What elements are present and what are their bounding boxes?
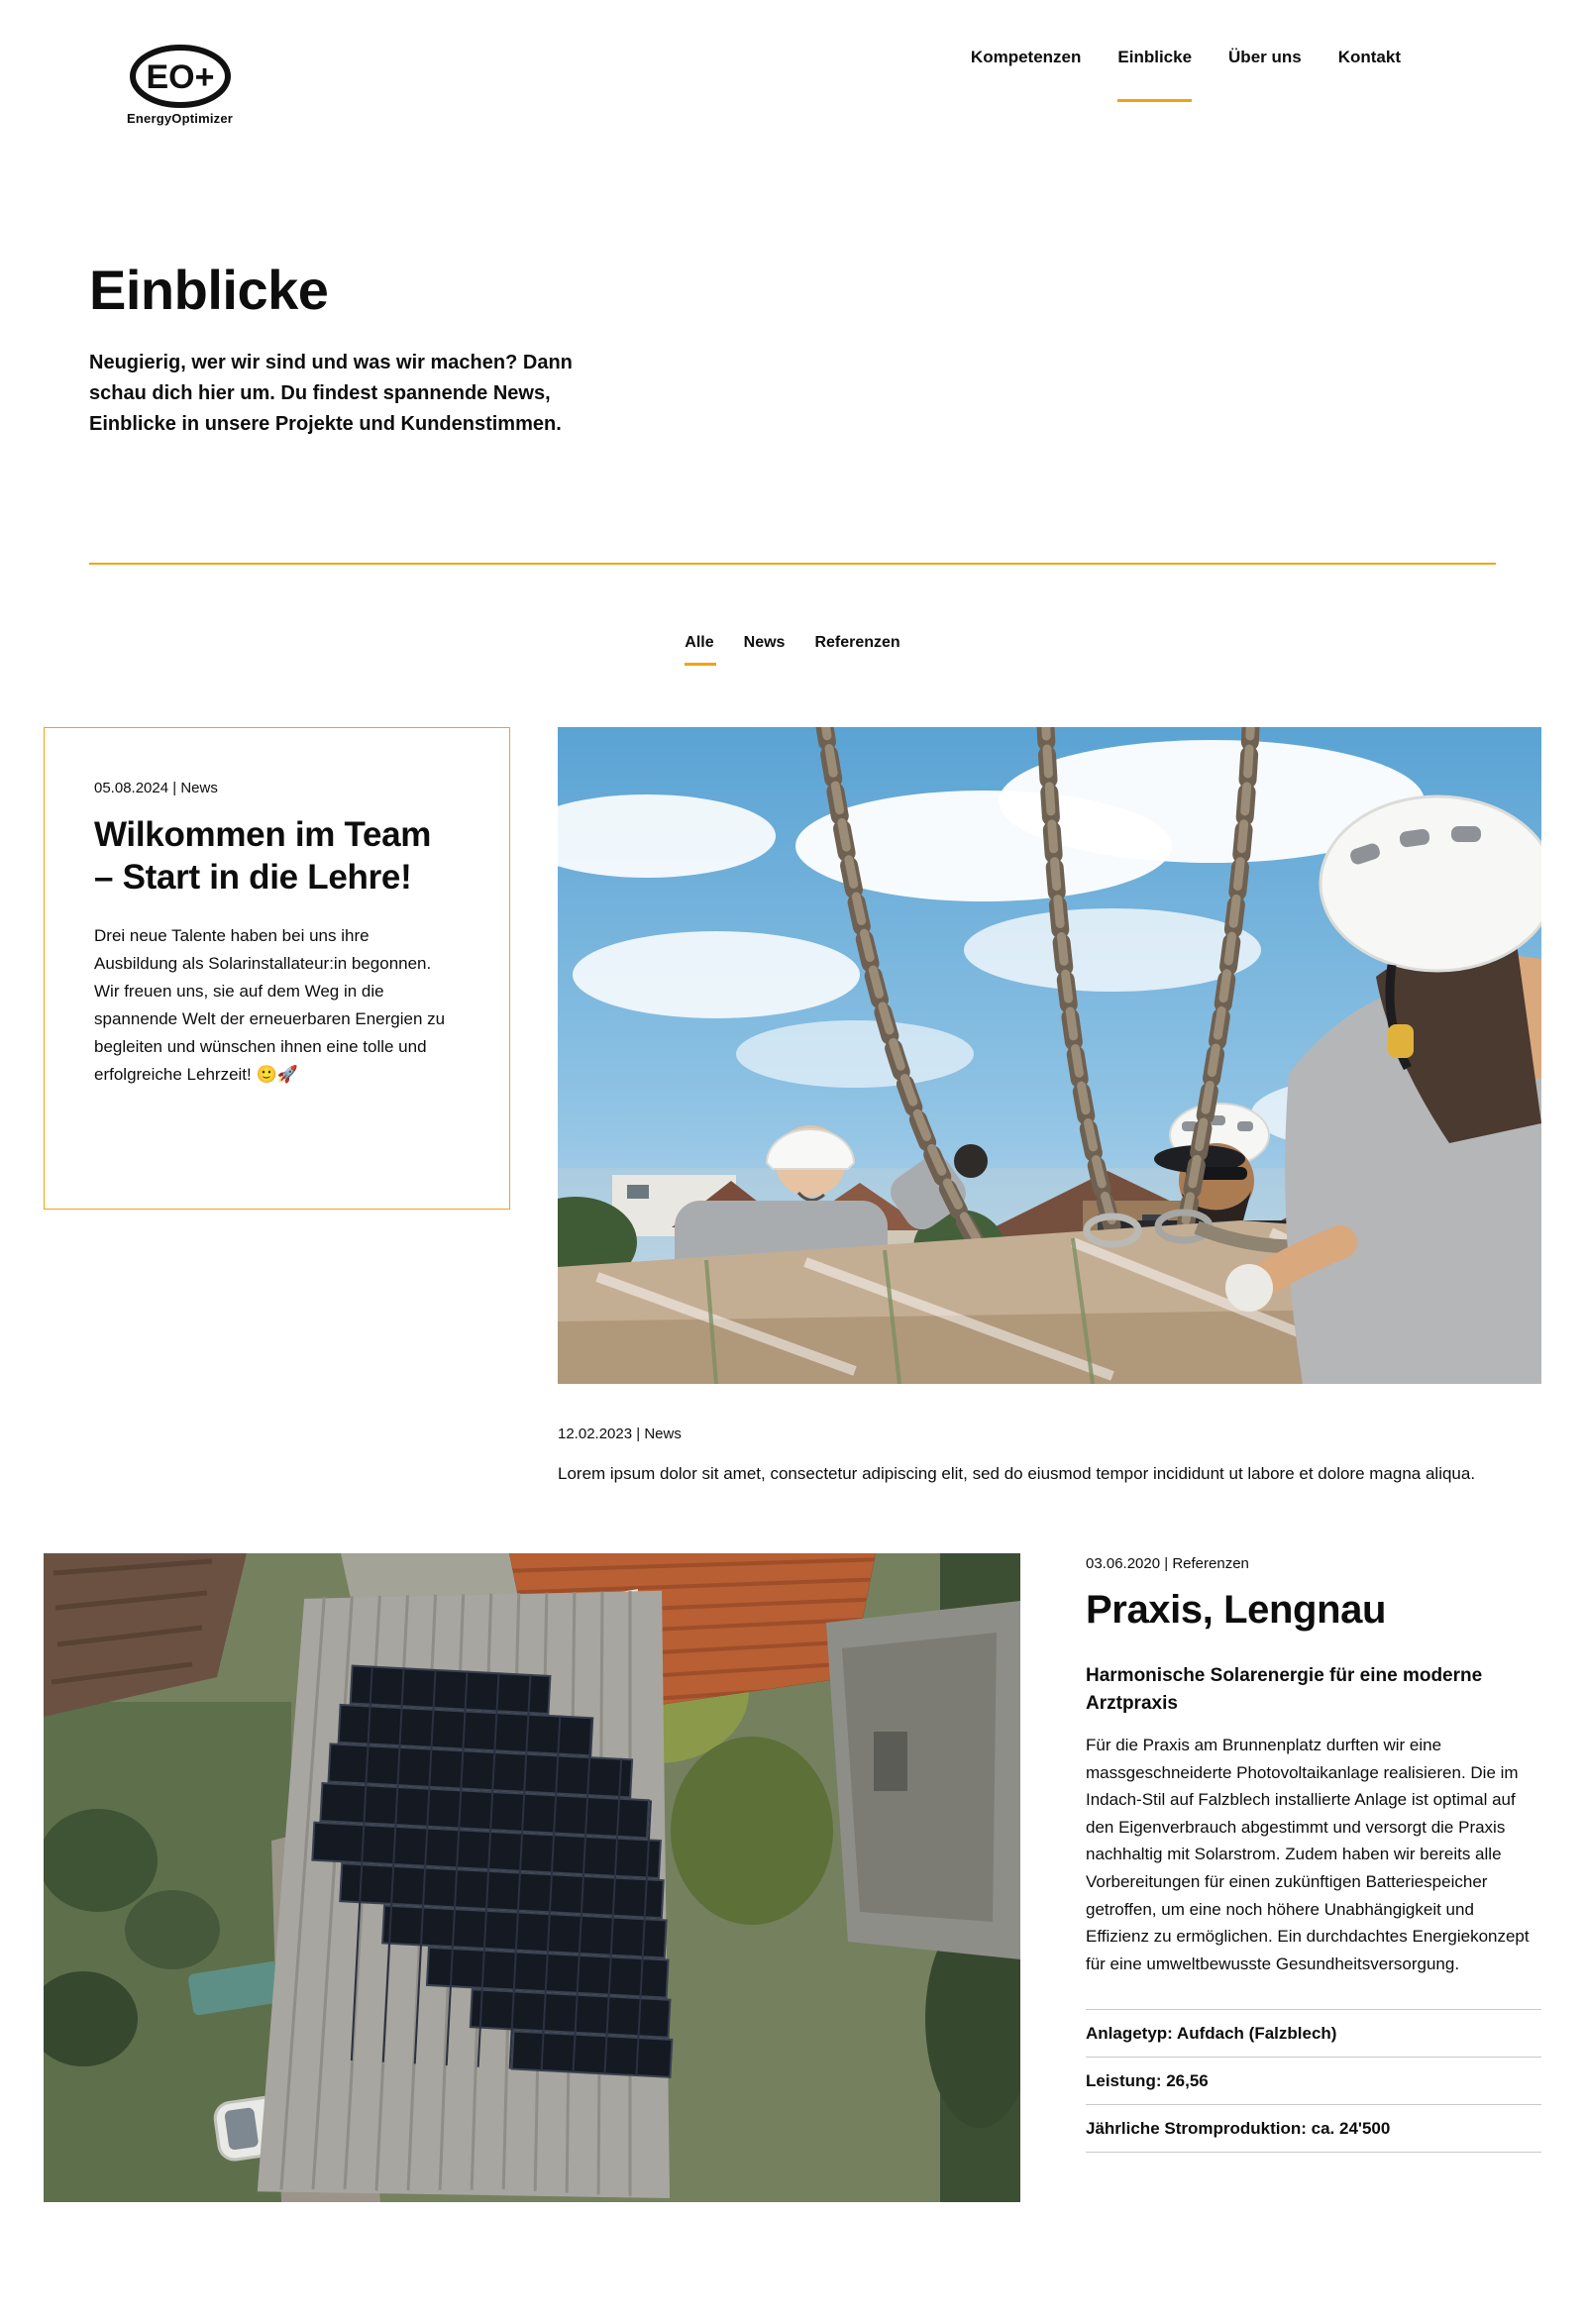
page-intro: Neugierig, wer wir sind und was wir machen? Dann schau dich hier um. Du findest spannende News, Einblicke in unsere Projekte und Kundenstimmen. [89, 352, 573, 435]
meta-separator: | [172, 780, 177, 796]
reference-date: 03.06.2020 [1086, 1555, 1161, 1573]
news-card-body: Drei neue Talente haben bei uns ihre Ausbildung als Solarinstallateur:in begonnen. Wir freuen uns, sie auf dem Weg in die spannende Welt der erneuerbaren Energien zu begleiten und wünschen ihnen eine tolle und erfolgreiche Lehrzeit! 🙂🚀 [94, 926, 446, 1084]
nav-item-ueber-uns[interactable]: Über uns [1228, 48, 1302, 66]
news-card[interactable] [44, 727, 510, 1210]
news-item-2-category: News [644, 1426, 682, 1442]
nav-item-kontakt[interactable]: Kontakt [1337, 48, 1401, 66]
logo-icon [129, 44, 232, 109]
news-card-date: 05.08.2024 [94, 780, 169, 796]
news-photo-illustration [558, 727, 1541, 1384]
spec-stromproduktion: Jährliche Stromproduktion: ca. 24'500 [1086, 2104, 1541, 2153]
page-title: Einblicke [89, 259, 329, 321]
news-item-2 [558, 1426, 1541, 1488]
reference-body: Für die Praxis am Brunnenplatz durften wir eine massgeschneiderte Photovoltaikanlage realisieren. Die im Indach-Stil auf Falzblech installierte Anlage ist optimal auf den Eigenverbrauch abgestimmt und versorgt die Praxis nachhaltig mit Solarstrom. Zudem haben wir bereits alle Vorbereitungen für einen zukünftigen Batteriespeicher getroffen, um eine noch höhere Unabhängigkeit und Effizienz zu ermöglichen. Ein durchdachtes Energiekonzept für eine umweltbewusste Gesundheitsversorgung. [1086, 1736, 1530, 1973]
news-card-meta [94, 780, 456, 796]
meta-separator: | [1164, 1555, 1169, 1573]
reference-article [1086, 1553, 1541, 2153]
news-card-title: Wilkommen im Team – Start in die Lehre! [94, 815, 432, 897]
reference-title: Praxis, Lengnau [1086, 1588, 1386, 1633]
concrete-building-right [826, 1601, 1020, 1959]
bottom-spacer [44, 2202, 1541, 2287]
logo[interactable] [127, 44, 233, 126]
meta-separator: | [636, 1426, 641, 1442]
tab-alle[interactable]: Alle [685, 634, 713, 666]
news-section [44, 727, 1541, 1384]
news-card-category: News [180, 780, 218, 796]
svg-text:EO+: EO+ [146, 58, 215, 96]
logo-wordmark: EnergyOptimizer [127, 111, 234, 126]
site-header [0, 0, 1585, 126]
reference-section [44, 1553, 1541, 2202]
filter-tabs [44, 634, 1541, 666]
accent-divider [89, 563, 1496, 565]
news-item-2-body: Lorem ipsum dolor sit amet, consectetur adipiscing elit, sed do eiusmod tempor incididunt ut labore et dolore magna aliqua. [558, 1464, 1476, 1483]
nav-item-kompetenzen[interactable]: Kompetenzen [970, 48, 1082, 66]
tab-referenzen[interactable]: Referenzen [814, 634, 900, 651]
reference-photo-illustration [44, 1553, 1020, 2202]
news-photo-workers[interactable] [558, 727, 1541, 1384]
page-content [44, 258, 1541, 2287]
reference-meta [1086, 1555, 1541, 1572]
tab-news[interactable]: News [743, 634, 786, 651]
reference-photo-aerial[interactable] [44, 1553, 1020, 2202]
reference-specs [1086, 2009, 1541, 2153]
news-item-2-date: 12.02.2023 [558, 1426, 633, 1442]
spec-anlagetyp: Anlagetyp: Aufdach (Falzblech) [1086, 2009, 1541, 2057]
nav-item-einblicke[interactable]: Einblicke [1117, 48, 1192, 102]
reference-subtitle: Harmonische Solarenergie für eine moderne Arztpraxis [1086, 1665, 1483, 1714]
main-roof [258, 1571, 701, 2202]
spec-leistung: Leistung: 26,56 [1086, 2057, 1541, 2104]
reference-category: Referenzen [1172, 1555, 1249, 1573]
main-nav [971, 44, 1401, 102]
news-item-2-meta [558, 1426, 1541, 1442]
